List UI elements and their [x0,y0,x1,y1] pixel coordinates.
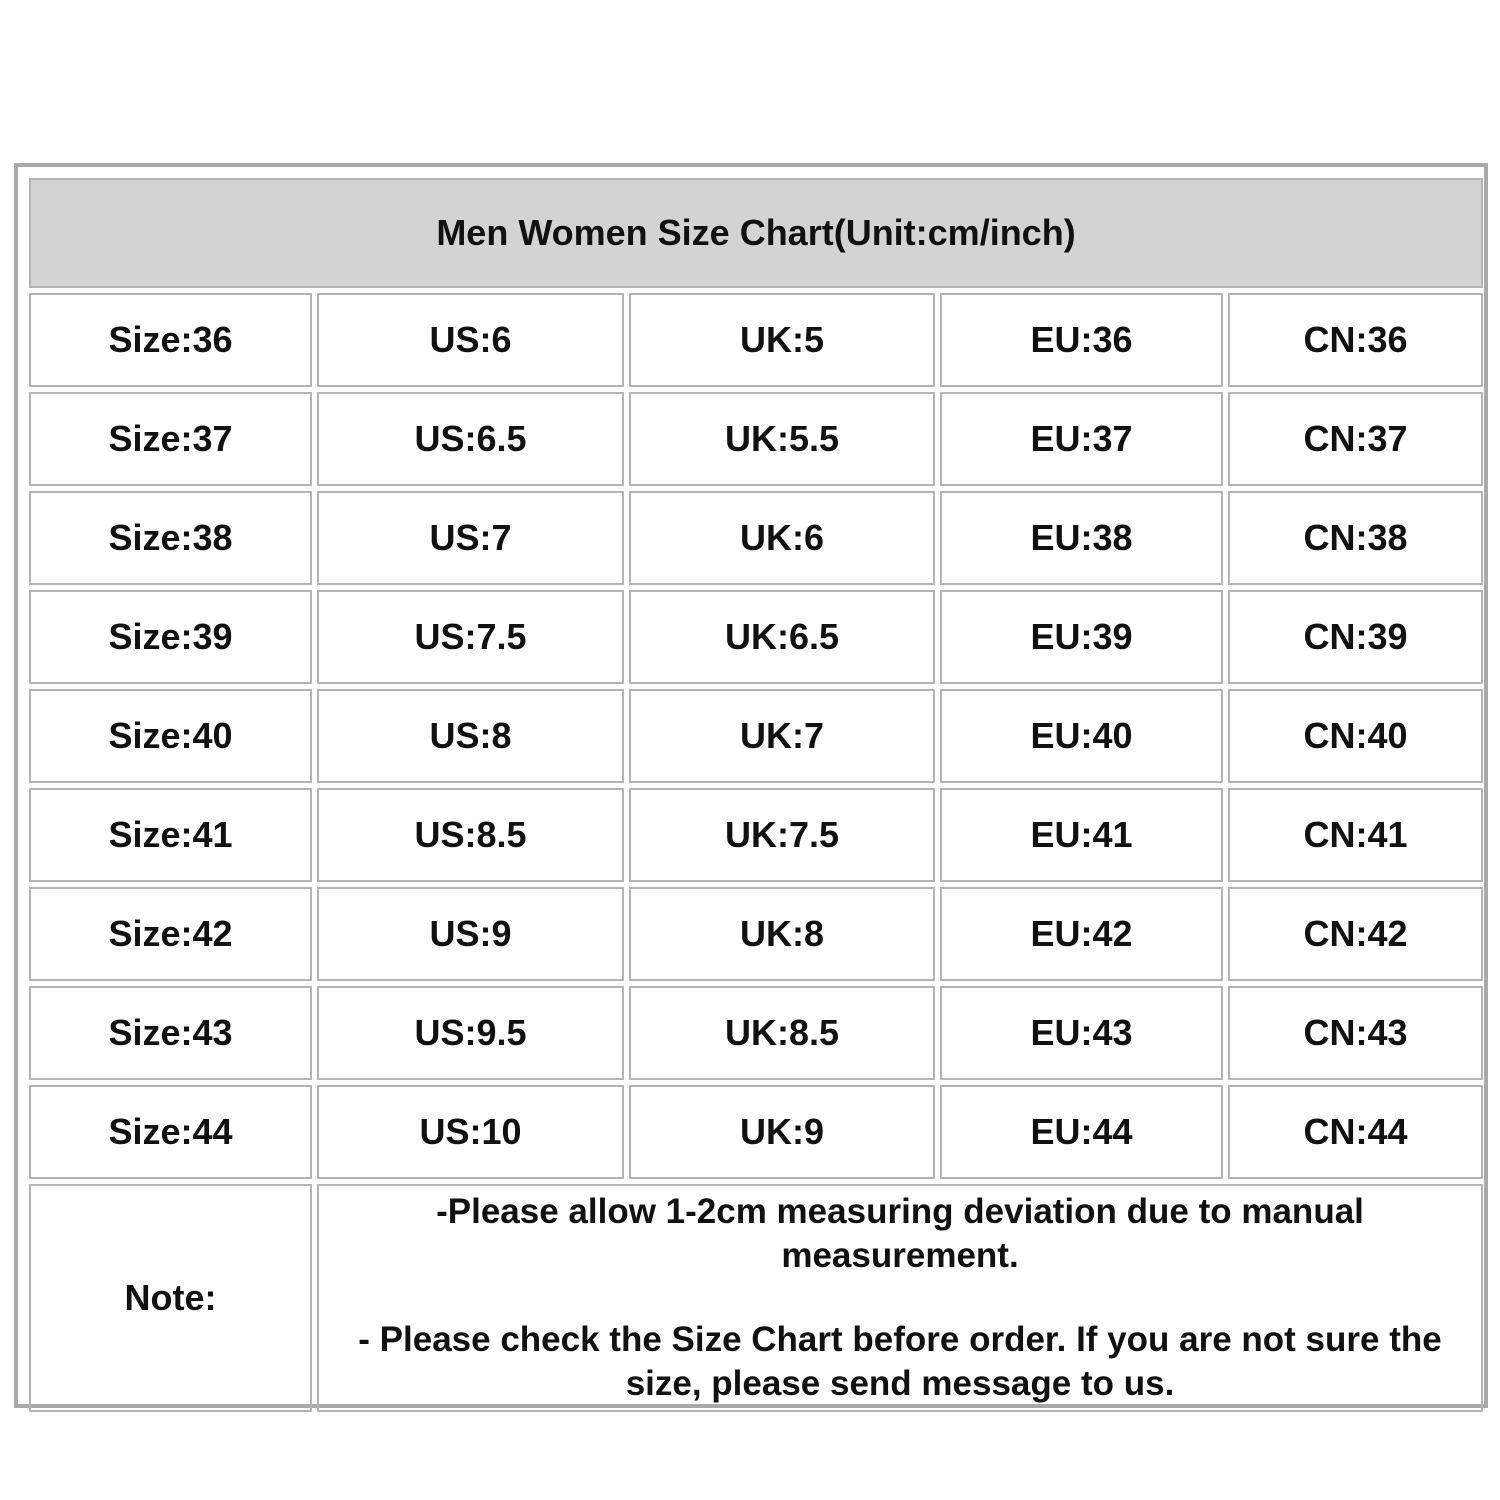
us-cell: US:6.5 [317,392,624,486]
size-table-body [29,178,1483,1412]
size-cell: Size:40 [29,689,312,783]
us-cell: US:8.5 [317,788,624,882]
size-cell: Size:36 [29,293,312,387]
uk-cell: UK:6.5 [629,590,935,684]
note-line-1: -Please allow 1-2cm measuring deviation due to manual measurement. [436,1192,1364,1275]
table-row [29,986,1483,1080]
size-table [24,173,1488,1417]
us-cell: US:10 [317,1085,624,1179]
note-line-2: - Please check the Size Chart before order. If you are not sure the size, please send message to us. [358,1320,1442,1403]
us-cell: US:6 [317,293,624,387]
table-row [29,788,1483,882]
table-row [29,887,1483,981]
eu-cell: EU:36 [940,293,1223,387]
table-row [29,590,1483,684]
table-row [29,392,1483,486]
cn-cell: CN:38 [1228,491,1483,585]
table-row [29,1085,1483,1179]
size-cell: Size:43 [29,986,312,1080]
size-cell: Size:39 [29,590,312,684]
eu-cell: EU:41 [940,788,1223,882]
size-cell: Size:41 [29,788,312,882]
eu-cell: EU:37 [940,392,1223,486]
cn-cell: CN:39 [1228,590,1483,684]
note-text [317,1184,1483,1412]
eu-cell: EU:39 [940,590,1223,684]
size-cell: Size:38 [29,491,312,585]
cn-cell: CN:36 [1228,293,1483,387]
note-spacer [349,1278,1451,1318]
size-cell: Size:42 [29,887,312,981]
eu-cell: EU:42 [940,887,1223,981]
us-cell: US:8 [317,689,624,783]
uk-cell: UK:5 [629,293,935,387]
uk-cell: UK:5.5 [629,392,935,486]
note-label: Note: [29,1184,312,1412]
size-cell: Size:37 [29,392,312,486]
table-row [29,689,1483,783]
us-cell: US:9 [317,887,624,981]
note-row [29,1184,1483,1412]
uk-cell: UK:8 [629,887,935,981]
size-cell: Size:44 [29,1085,312,1179]
title-row [29,178,1483,288]
table-row [29,293,1483,387]
table-row [29,491,1483,585]
cn-cell: CN:37 [1228,392,1483,486]
eu-cell: EU:38 [940,491,1223,585]
us-cell: US:7.5 [317,590,624,684]
eu-cell: EU:43 [940,986,1223,1080]
cn-cell: CN:44 [1228,1085,1483,1179]
cn-cell: CN:43 [1228,986,1483,1080]
us-cell: US:9.5 [317,986,624,1080]
size-chart [14,163,1488,1408]
chart-title: Men Women Size Chart(Unit:cm/inch) [29,178,1483,288]
eu-cell: EU:40 [940,689,1223,783]
us-cell: US:7 [317,491,624,585]
uk-cell: UK:7.5 [629,788,935,882]
eu-cell: EU:44 [940,1085,1223,1179]
uk-cell: UK:6 [629,491,935,585]
cn-cell: CN:42 [1228,887,1483,981]
uk-cell: UK:7 [629,689,935,783]
cn-cell: CN:41 [1228,788,1483,882]
uk-cell: UK:8.5 [629,986,935,1080]
uk-cell: UK:9 [629,1085,935,1179]
cn-cell: CN:40 [1228,689,1483,783]
